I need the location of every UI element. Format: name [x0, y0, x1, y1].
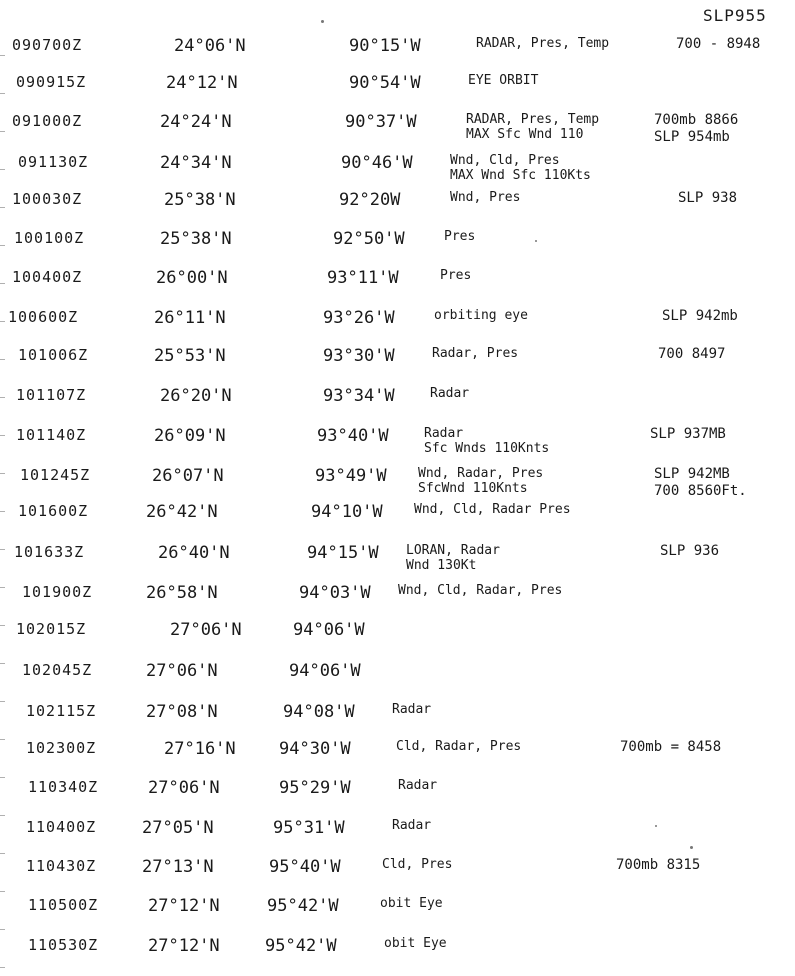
time-cell: 101140Z [16, 426, 87, 444]
notes-line: RADAR, Pres, Temp [476, 36, 610, 51]
time-cell: 090700Z [12, 36, 83, 54]
log-row [0, 936, 795, 976]
notes-line: Radar, Pres [432, 346, 519, 361]
longitude-cell: 90°46'W [341, 153, 413, 173]
longitude-cell: 94°06'W [293, 620, 365, 640]
ink-dot [535, 240, 537, 242]
log-row [0, 502, 795, 542]
longitude-cell: 92°20W [339, 190, 401, 210]
time-cell: 091000Z [12, 112, 83, 130]
notes-cell [398, 778, 437, 793]
latitude-cell: 25°53'N [154, 346, 226, 366]
notes-line: Wnd, Pres [450, 190, 521, 205]
longitude-cell: 92°50'W [333, 229, 405, 249]
latitude-cell: 24°24'N [160, 112, 232, 132]
longitude-cell: 94°10'W [311, 502, 383, 522]
pressure-line: 700mb 8315 [616, 857, 701, 873]
notes-cell [406, 543, 500, 573]
pressure-line: 700 - 8948 [676, 36, 761, 52]
time-cell: 110530Z [28, 936, 99, 954]
longitude-cell: 95°29'W [279, 778, 351, 798]
notes-line: orbiting eye [434, 308, 528, 323]
pressure-cell [654, 112, 738, 146]
latitude-cell: 24°12'N [166, 73, 238, 93]
time-cell: 090915Z [16, 73, 87, 91]
notes-line: Pres [444, 229, 476, 244]
notes-cell [418, 466, 543, 496]
notes-line: Wnd 130Kt [406, 558, 477, 573]
latitude-cell: 25°38'N [160, 229, 232, 249]
longitude-cell: 93°26'W [323, 308, 395, 328]
log-row [0, 620, 795, 660]
time-cell: 110400Z [26, 818, 97, 836]
latitude-cell: 26°58'N [146, 583, 218, 603]
notes-cell [380, 896, 443, 911]
notes-cell [392, 818, 431, 833]
longitude-cell: 94°06'W [289, 661, 361, 681]
longitude-cell: 93°40'W [317, 426, 389, 446]
notes-cell [476, 36, 609, 51]
log-row [0, 896, 795, 936]
notes-cell [398, 583, 562, 598]
notes-cell [396, 739, 521, 754]
pressure-line: SLP 937MB [650, 426, 726, 442]
pressure-line: 700mb 8866 [654, 112, 739, 128]
longitude-cell: 94°15'W [307, 543, 379, 563]
pressure-line: SLP 942MB [654, 466, 730, 482]
time-cell: 100400Z [12, 268, 83, 286]
latitude-cell: 27°16'N [164, 739, 236, 759]
notes-cell [392, 702, 431, 717]
log-row [0, 818, 795, 858]
notes-line: Radar [398, 778, 438, 793]
longitude-cell: 93°11'W [327, 268, 399, 288]
log-row [0, 153, 795, 193]
notes-cell [414, 502, 571, 517]
notes-line: Sfc Wnds 110Knts [424, 441, 550, 456]
longitude-cell: 94°03'W [299, 583, 371, 603]
log-row [0, 112, 795, 152]
notes-line: Radar [430, 386, 470, 401]
notes-cell [424, 426, 549, 456]
notes-line: RADAR, Pres, Temp [466, 112, 600, 127]
ink-dot [655, 825, 657, 827]
notes-line: Cld, Radar, Pres [396, 739, 522, 754]
notes-cell [384, 936, 447, 951]
longitude-cell: 94°30'W [279, 739, 351, 759]
time-cell: 100600Z [8, 308, 79, 326]
notes-cell [466, 112, 599, 142]
notes-line: obit Eye [380, 896, 443, 911]
pressure-line: SLP 938 [678, 190, 738, 206]
longitude-cell: 90°15'W [349, 36, 421, 56]
notes-cell [444, 229, 475, 244]
pressure-cell [676, 36, 760, 53]
notes-line: Pres [440, 268, 472, 283]
notes-cell [430, 386, 469, 401]
notes-line: Wnd, Cld, Radar Pres [414, 502, 571, 517]
pressure-line: SLP 942mb [662, 308, 738, 324]
longitude-cell: 93°34'W [323, 386, 395, 406]
pressure-cell [616, 857, 700, 874]
latitude-cell: 27°13'N [142, 857, 214, 877]
notes-line: Wnd, Radar, Pres [418, 466, 544, 481]
pressure-cell [660, 543, 719, 560]
time-cell: 100100Z [14, 229, 85, 247]
log-row [0, 190, 795, 230]
longitude-cell: 95°42'W [265, 936, 337, 956]
latitude-cell: 27°12'N [148, 896, 220, 916]
time-cell: 101107Z [16, 386, 87, 404]
log-row [0, 857, 795, 897]
longitude-cell: 93°30'W [323, 346, 395, 366]
notes-line: MAX Wnd Sfc 110Kts [450, 168, 591, 183]
notes-cell [440, 268, 471, 283]
pressure-cell [658, 346, 725, 363]
notes-line: EYE ORBIT [468, 73, 539, 88]
latitude-cell: 26°00'N [156, 268, 228, 288]
time-cell: 101900Z [22, 583, 93, 601]
longitude-cell: 95°31'W [273, 818, 345, 838]
notes-line: Radar [392, 702, 432, 717]
pressure-cell [650, 426, 726, 443]
pressure-line: SLP 936 [660, 543, 720, 559]
pressure-line: 700mb = 8458 [620, 739, 722, 755]
notes-line: obit Eye [384, 936, 447, 951]
pressure-line: 700 8497 [658, 346, 726, 362]
longitude-cell: 93°49'W [315, 466, 387, 486]
pressure-cell [662, 308, 738, 325]
notes-cell [432, 346, 518, 361]
log-row [0, 308, 795, 348]
latitude-cell: 26°09'N [154, 426, 226, 446]
latitude-cell: 24°06'N [174, 36, 246, 56]
time-cell: 101006Z [18, 346, 89, 364]
notes-line: LORAN, Radar [406, 543, 500, 558]
latitude-cell: 27°12'N [148, 936, 220, 956]
notes-cell [382, 857, 452, 872]
time-cell: 101633Z [14, 543, 85, 561]
time-cell: 100030Z [12, 190, 83, 208]
time-cell: 101600Z [18, 502, 89, 520]
ink-dot [690, 846, 693, 849]
log-row [0, 661, 795, 701]
latitude-cell: 27°06'N [170, 620, 242, 640]
latitude-cell: 27°08'N [146, 702, 218, 722]
longitude-cell: 90°54'W [349, 73, 421, 93]
log-row [0, 73, 795, 113]
latitude-cell: 27°05'N [142, 818, 214, 838]
log-row [0, 702, 795, 742]
notes-line: MAX Sfc Wnd 110 [466, 127, 584, 142]
time-cell: 102115Z [26, 702, 97, 720]
header-note: SLP955 [703, 6, 767, 25]
notes-cell [468, 73, 538, 88]
time-cell: 101245Z [20, 466, 91, 484]
notes-line: Wnd, Cld, Radar, Pres [398, 583, 563, 598]
pressure-line: 700 8560Ft. [654, 483, 747, 499]
log-row [0, 426, 795, 466]
latitude-cell: 26°20'N [160, 386, 232, 406]
longitude-cell: 95°42'W [267, 896, 339, 916]
notes-line: Wnd, Cld, Pres [450, 153, 560, 168]
log-row [0, 466, 795, 506]
longitude-cell: 90°37'W [345, 112, 417, 132]
log-row [0, 778, 795, 818]
ink-dot [321, 20, 324, 23]
log-row [0, 229, 795, 269]
time-cell: 102045Z [22, 661, 93, 679]
log-row [0, 36, 795, 76]
longitude-cell: 95°40'W [269, 857, 341, 877]
latitude-cell: 25°38'N [164, 190, 236, 210]
time-cell: 091130Z [18, 153, 89, 171]
notes-line: Radar [392, 818, 432, 833]
time-cell: 110430Z [26, 857, 97, 875]
pressure-cell [654, 466, 747, 500]
notes-line: SfcWnd 110Knts [418, 481, 528, 496]
latitude-cell: 27°06'N [148, 778, 220, 798]
latitude-cell: 26°40'N [158, 543, 230, 563]
log-row [0, 543, 795, 583]
latitude-cell: 27°06'N [146, 661, 218, 681]
notes-cell [434, 308, 528, 323]
latitude-cell: 24°34'N [160, 153, 232, 173]
pressure-cell [620, 739, 721, 756]
log-row [0, 583, 795, 623]
time-cell: 110340Z [28, 778, 99, 796]
latitude-cell: 26°07'N [152, 466, 224, 486]
notes-line: Radar [424, 426, 464, 441]
latitude-cell: 26°11'N [154, 308, 226, 328]
notes-line: Cld, Pres [382, 857, 453, 872]
longitude-cell: 94°08'W [283, 702, 355, 722]
pressure-cell [678, 190, 737, 207]
log-row [0, 268, 795, 308]
log-row [0, 346, 795, 386]
time-cell: 102015Z [16, 620, 87, 638]
time-cell: 110500Z [28, 896, 99, 914]
pressure-line: SLP 954mb [654, 129, 730, 145]
time-cell: 102300Z [26, 739, 97, 757]
latitude-cell: 26°42'N [146, 502, 218, 522]
log-row [0, 739, 795, 779]
notes-cell [450, 153, 591, 183]
notes-cell [450, 190, 520, 205]
log-row [0, 386, 795, 426]
